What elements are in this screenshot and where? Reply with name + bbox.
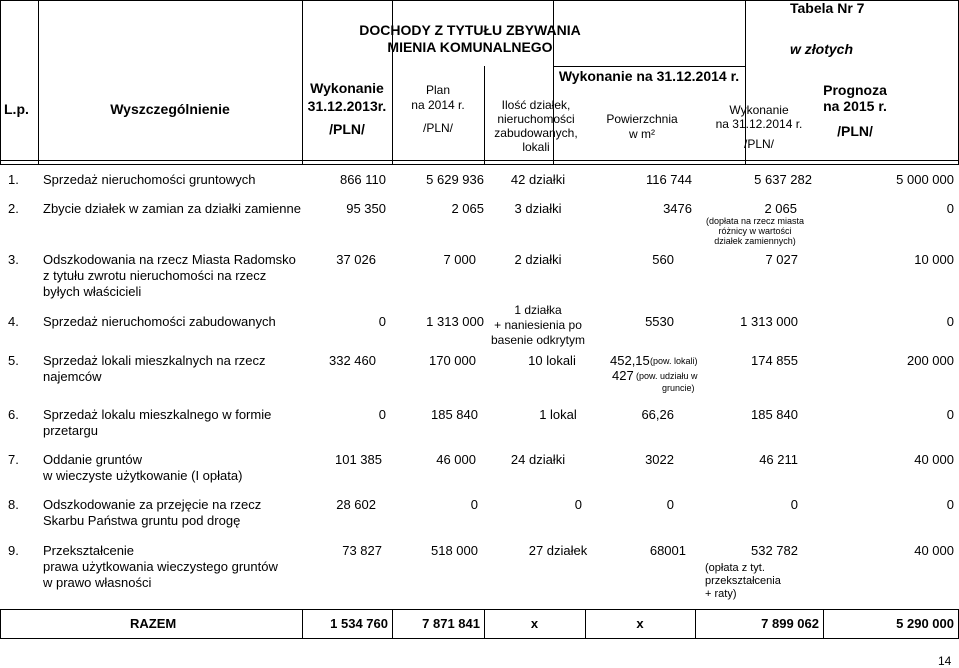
row-ilosc: 27 działek [528,543,588,558]
row-wyk2014-note: przekształcenia [705,575,781,587]
row-name: Oddanie gruntów [43,452,143,467]
row-plan2014: 170 000 [429,353,476,368]
row-ilosc: 2 działki [514,252,562,267]
row-ilosc: + naniesienia po [494,318,582,332]
row-ilosc: 10 lokali [528,353,576,368]
row-prognoza: 40 000 [914,452,954,467]
row-wyk2014: 174 855 [751,353,798,368]
row-lp: 1. [8,172,19,187]
row-wyk2013: 0 [378,314,386,329]
row-pow: 68001 [649,543,686,558]
row-ilosc: 24 działki [510,452,566,467]
row-wyk2014: 2 065 [764,201,797,216]
row-name: byłych właścicieli [43,284,142,299]
row-wyk2014: 7 027 [765,252,798,267]
column-header-ilosc-l2: nieruchomości [497,112,575,126]
row-pow: 0 [666,497,674,512]
row-ilosc: 0 [574,497,582,512]
row-wyk2014-note: działek zamiennych) [714,236,796,246]
row-plan2014: 46 000 [436,452,476,467]
row-pow: 3022 [645,452,674,467]
column-group-wykonanie-2014: Wykonanie na 31.12.2014 r. [558,68,740,84]
column-header-wyk2013-l2: 31.12.2013r. [307,98,387,114]
row-name: najemców [43,369,102,384]
column-header-powierzchnia-l1: Powierzchnia [606,112,678,126]
column-header-prognoza-l2: na 2015 r. [823,98,887,114]
column-header-plan-l1: Plan [425,83,451,97]
row-lp: 2. [8,201,19,216]
row-wyk2013: 73 827 [342,543,382,558]
column-header-wyk2013-l3: /PLN/ [329,121,365,137]
unit-label: w złotych [790,41,854,57]
row-prognoza: 10 000 [914,252,954,267]
row-name: Sprzedaż lokalu mieszkalnego w formie [43,407,272,422]
row-ilosc: 42 działki [510,172,566,187]
row-name: Skarbu Państwa gruntu pod drogę [43,513,241,528]
page-title: DOCHODY Z TYTUŁU ZBYWANIA [359,22,581,38]
row-prognoza: 0 [946,497,954,512]
total-prognoza: 5 290 000 [896,616,954,631]
column-header-plan-l3: /PLN/ [422,121,453,135]
row-name: w prawo własności [43,575,152,590]
row-name: z tytułu zwrotu nieruchomości na rzecz [43,268,267,283]
row-wyk2014-note: różnicy w wartości [718,226,792,236]
row-plan2014: 185 840 [431,407,478,422]
row-wyk2014-note: (opłata z tyt. [705,562,765,574]
row-pow: 427 [612,368,634,383]
row-prognoza: 5 000 000 [896,172,954,187]
column-header-wyk2014-l3: /PLN/ [743,137,774,151]
row-prognoza: 0 [946,314,954,329]
row-wyk2014: 532 782 [751,543,798,558]
row-lp: 3. [8,252,19,267]
column-header-wyk2014-l2: na 31.12.2014 r. [715,117,803,131]
row-ilosc: 1 działka [514,303,562,317]
row-name: Odszkodowania na rzecz Miasta Radomsko [43,252,296,267]
page-subtitle: MIENIA KOMUNALNEGO [387,39,553,55]
page-number: 14 [938,654,952,668]
row-pow-note: gruncie) [662,383,695,393]
total-wyk2013: 1 534 760 [330,616,388,631]
column-header-wyk2014-l1: Wykonanie [729,103,789,117]
column-header-prognoza-l3: /PLN/ [837,123,873,139]
row-prognoza: 200 000 [907,353,954,368]
row-name: Sprzedaż lokali mieszkalnych na rzecz [43,353,266,368]
row-wyk2014: 0 [790,497,798,512]
total-plan2014: 7 871 841 [422,616,480,631]
row-prognoza: 40 000 [914,543,954,558]
row-wyk2014-note: + raty) [705,588,737,600]
row-plan2014: 0 [470,497,478,512]
column-header-wyk2013-l1: Wykonanie [310,80,384,96]
row-prognoza: 0 [946,201,954,216]
row-lp: 8. [8,497,19,512]
total-pow: x [636,616,644,631]
row-lp: 5. [8,353,19,368]
row-wyk2013: 28 602 [336,497,376,512]
row-ilosc: basenie odkrytym [490,333,586,347]
column-header-ilosc-l4: lokali [522,140,550,154]
row-name: Sprzedaż nieruchomości gruntowych [43,172,256,187]
total-wyk2014: 7 899 062 [761,616,819,631]
total-label: RAZEM [130,616,177,631]
row-name: przetargu [43,423,98,438]
row-name: prawa użytkowania wieczystego gruntów [43,559,278,574]
row-wyk2013: 101 385 [335,452,382,467]
row-wyk2014: 1 313 000 [740,314,798,329]
row-plan2014: 1 313 000 [426,314,484,329]
column-header-prognoza-l1: Prognoza [823,82,887,98]
row-pow-note: (pow. lokali) [650,356,698,366]
row-wyk2014: 5 637 282 [754,172,812,187]
row-pow: 3476 [663,201,692,216]
row-name: Odszkodowanie za przejęcie na rzecz [43,497,262,512]
row-wyk2013: 95 350 [346,201,386,216]
total-ilosc: x [530,616,539,631]
row-wyk2013: 332 460 [329,353,376,368]
row-wyk2014: 185 840 [751,407,798,422]
row-pow: 5530 [645,314,674,329]
row-name: w wieczyste użytkowanie (I opłata) [43,468,243,483]
row-name: Zbycie działek w zamian za działki zamienne [43,201,301,216]
table-number: Tabela Nr 7 [790,0,865,16]
row-wyk2014: 46 211 [759,452,798,467]
row-pow: 560 [652,252,674,267]
row-ilosc: 1 lokal [539,407,577,422]
column-header-wyszczegolnienie: Wyszczególnienie [110,101,230,117]
row-lp: 9. [8,543,19,558]
row-plan2014: 518 000 [431,543,478,558]
row-plan2014: 5 629 936 [426,172,484,187]
row-pow: 116 744 [645,172,692,187]
column-header-lp: L.p. [4,101,29,117]
row-pow: 452,15 [610,353,650,368]
row-name: Przekształcenie [43,543,135,558]
column-header-ilosc-l1: Ilość działek, [501,98,571,112]
row-prognoza: 0 [946,407,954,422]
row-wyk2013: 0 [378,407,386,422]
row-lp: 7. [8,452,19,467]
row-plan2014: 7 000 [443,252,476,267]
row-pow: 66,26 [641,407,674,422]
row-wyk2014-note: (dopłata na rzecz miasta [705,216,805,226]
row-ilosc: 3 działki [514,201,562,216]
column-header-ilosc-l3: zabudowanych, [494,126,578,140]
row-wyk2013: 37 026 [336,252,376,267]
column-header-plan-l2: na 2014 r. [411,98,465,112]
row-pow-note: (pow. udziału w [636,371,698,381]
column-header-powierzchnia-l2: w m² [629,127,655,141]
row-lp: 4. [8,314,19,329]
row-plan2014: 2 065 [451,201,484,216]
row-wyk2013: 866 110 [339,172,386,187]
row-lp: 6. [8,407,19,422]
row-name: Sprzedaż nieruchomości zabudowanych [43,314,276,329]
